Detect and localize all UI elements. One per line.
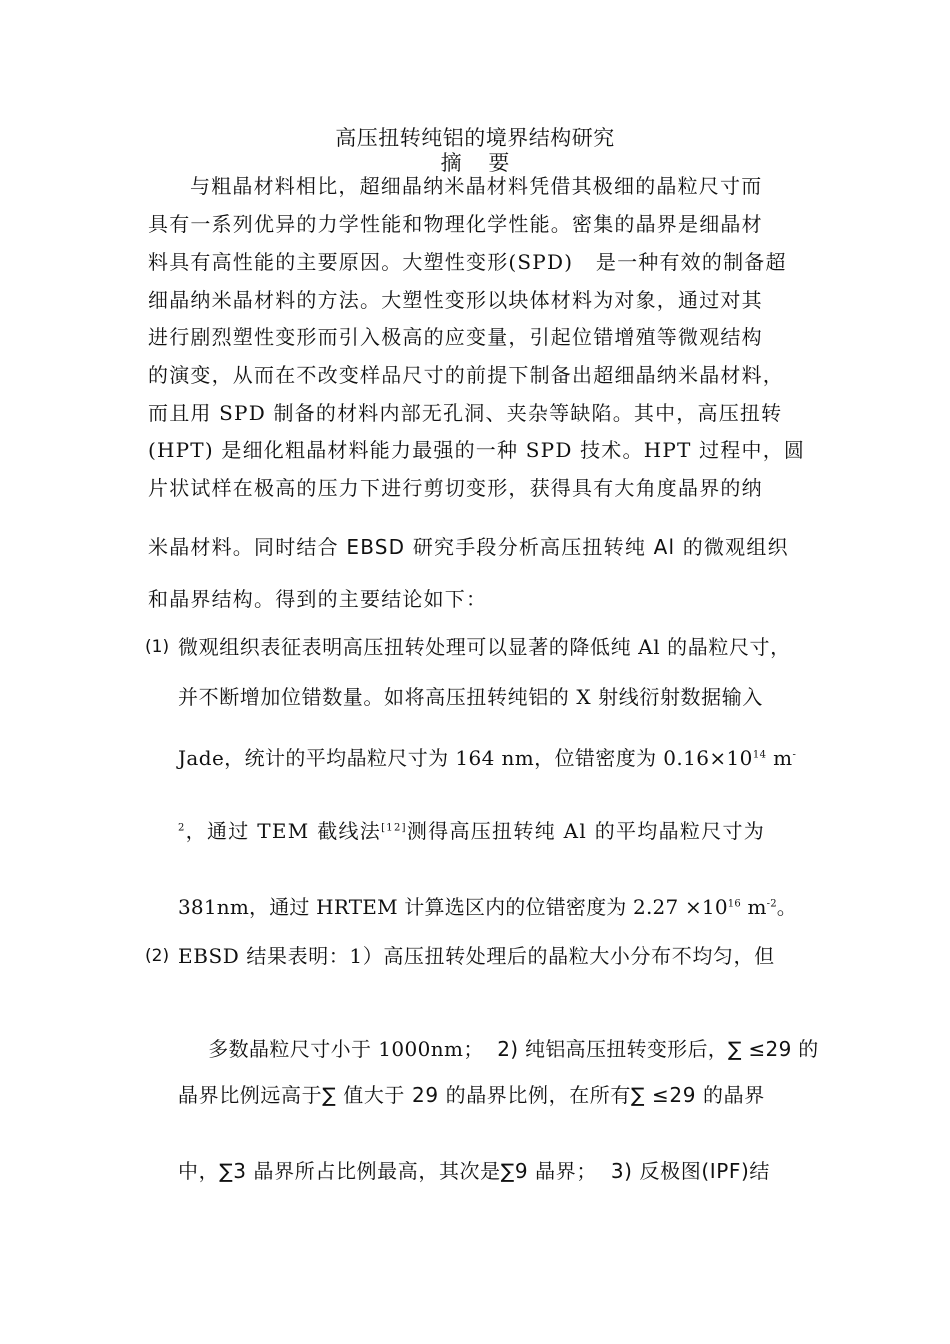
paragraph-line: 而且用 SPD 制备的材料内部无孔洞、夹杂等缺陷。其中，高压扭转 xyxy=(148,401,783,425)
list-text: 2) 纯铝高压扭转变形后，∑ ≤29 的 xyxy=(497,1037,819,1061)
list-text: 测得高压扭转纯 Al 的平均晶粒尺寸为 xyxy=(406,819,766,843)
superscript: 2 xyxy=(178,822,186,834)
paragraph-line: 料具有高性能的主要原因。大塑性变形(SPD) 是一种有效的制备超 xyxy=(148,250,787,274)
paragraph-line: (HPT) 是细化粗晶材料能力最强的一种 SPD 技术。HPT 过程中，圆 xyxy=(148,438,806,462)
list-number: (1) xyxy=(145,637,170,657)
list-item-line: EBSD 结果表明：1）高压扭转处理后的晶粒大小分布不均匀，但 xyxy=(178,944,775,968)
paragraph-line: 具有一系列优异的力学性能和物理化学性能。密集的晶界是细晶材 xyxy=(148,212,763,236)
superscript: - xyxy=(792,749,797,761)
list-number: (2) xyxy=(145,946,170,966)
list-text: m xyxy=(766,746,793,770)
list-text: 。 xyxy=(776,895,797,919)
paragraph-line: 和晶界结构。得到的主要结论如下： xyxy=(148,587,488,611)
paragraph-line: 与粗晶材料相比，超细晶纳米晶材料凭借其极细的晶粒尺寸而 xyxy=(190,174,763,198)
list-text: ，通过 TEM 截线法 xyxy=(185,819,382,843)
list-text: Jade，统计的平均晶粒尺寸为 164 nm，位错密度为 0.16×10 xyxy=(178,746,753,770)
list-text: m xyxy=(740,895,767,919)
list-text: 多数晶粒尺寸小于 1000nm； xyxy=(208,1037,498,1061)
paragraph-line: 的演变，从而在不改变样品尺寸的前提下制备出超细晶纳米晶材料， xyxy=(148,363,784,387)
citation-ref: [12] xyxy=(381,822,407,834)
list-item-line xyxy=(178,894,838,920)
abstract-heading: 摘 要 xyxy=(440,151,510,175)
document-title: 高压扭转纯铝的境界结构研究 xyxy=(335,126,615,150)
list-item-line: 微观组织表征表明高压扭转处理可以显著的降低纯 Al 的晶粒尺寸， xyxy=(178,635,791,659)
superscript: -2 xyxy=(766,898,777,910)
list-item-line: 并不断增加位错数量。如将高压扭转纯铝的 X 射线衍射数据输入 xyxy=(178,685,763,709)
list-item-line xyxy=(178,818,838,844)
list-item-line: 中，∑3 晶界所占比例最高，其次是∑9 晶界； 3) 反极图(IPF)结 xyxy=(178,1159,770,1183)
paragraph-line: 进行剧烈塑性变形而引入极高的应变量，引起位错增殖等微观结构 xyxy=(148,325,763,349)
list-item-line: 晶界比例远高于∑ 值大于 29 的晶界比例，在所有∑ ≤29 的晶界 xyxy=(178,1083,765,1107)
paragraph-line: 米晶材料。同时结合 EBSD 研究手段分析高压扭转纯 Al 的微观组织 xyxy=(148,535,789,559)
superscript: 14 xyxy=(752,749,767,761)
list-text: 381nm，通过 HRTEM 计算选区内的位错密度为 2.27 ×10 xyxy=(178,895,728,919)
paragraph-line: 片状试样在极高的压力下进行剪切变形，获得具有大角度晶界的纳 xyxy=(148,476,763,500)
list-item-line xyxy=(178,745,838,771)
paragraph-line: 细晶纳米晶材料的方法。大塑性变形以块体材料为对象，通过对其 xyxy=(148,288,763,312)
list-item-line xyxy=(178,1010,838,1088)
superscript: 16 xyxy=(727,898,741,910)
